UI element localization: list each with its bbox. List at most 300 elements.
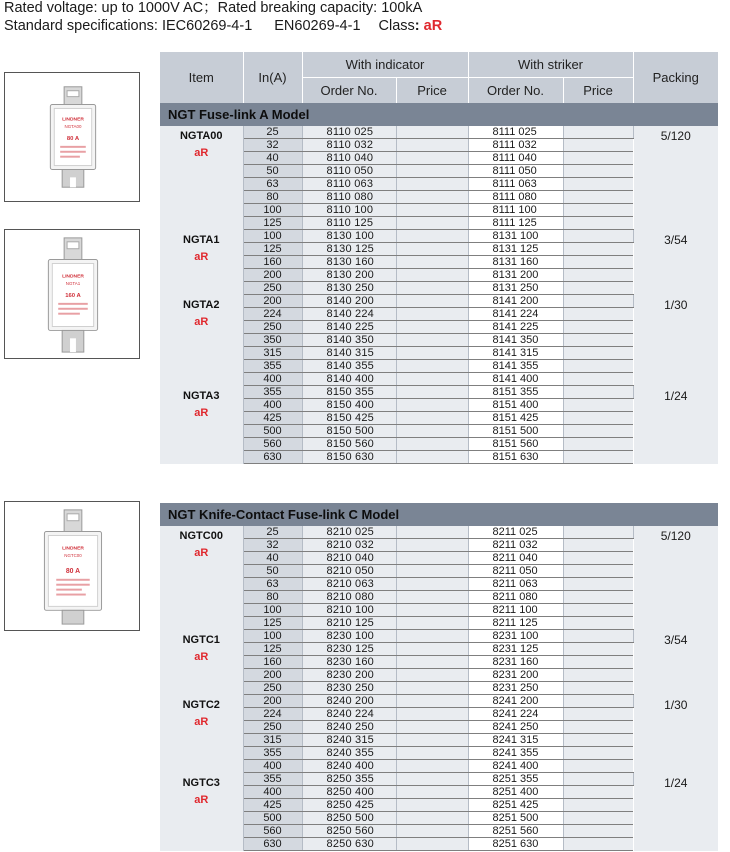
- class-value: aR: [423, 18, 443, 34]
- striker-price: [563, 334, 633, 347]
- striker-order-no: 8151 500: [468, 425, 563, 438]
- striker-order-no: 8131 250: [468, 282, 563, 295]
- rated-current: 355: [243, 747, 302, 760]
- striker-order-no: 8141 315: [468, 347, 563, 360]
- indicator-price: [396, 152, 468, 165]
- striker-price: [563, 230, 633, 243]
- model-class: aR: [194, 793, 209, 806]
- rated-current: 32: [243, 139, 302, 152]
- packing-cell: [633, 230, 718, 295]
- striker-price: [563, 578, 633, 591]
- striker-order-no: 8131 200: [468, 269, 563, 282]
- model-name: NGTA3: [183, 389, 220, 402]
- model-name: NGTA2: [183, 298, 220, 311]
- indicator-order-no: 8240 315: [302, 734, 396, 747]
- striker-price: [563, 695, 633, 708]
- striker-order-no: 8141 200: [468, 295, 563, 308]
- striker-price: [563, 295, 633, 308]
- indicator-order-no: 8210 025: [302, 526, 396, 539]
- indicator-order-no: 8110 080: [302, 191, 396, 204]
- striker-price: [563, 760, 633, 773]
- rating-text: 80 A: [66, 135, 80, 142]
- model-class: aR: [194, 147, 209, 159]
- fuse-link-a-table: [160, 52, 718, 464]
- indicator-price: [396, 578, 468, 591]
- rated-current: 25: [243, 526, 302, 539]
- striker-price: [563, 191, 633, 204]
- fuse-link-image: [5, 230, 139, 358]
- indicator-price: [396, 838, 468, 851]
- indicator-price: [396, 526, 468, 539]
- indicator-price: [396, 399, 468, 412]
- fuse-link-c-table: [160, 503, 718, 851]
- indicator-order-no: 8230 250: [302, 682, 396, 695]
- striker-order-no: 8211 040: [468, 552, 563, 565]
- price-header: Price: [396, 78, 468, 104]
- indicator-price: [396, 269, 468, 282]
- indicator-order-no: 8110 032: [302, 139, 396, 152]
- packing-value: 5/120: [660, 529, 691, 543]
- striker-order-no: 8111 032: [468, 139, 563, 152]
- indicator-price: [396, 191, 468, 204]
- indicator-price: [396, 321, 468, 334]
- standard-en: EN60269-4-1: [274, 18, 361, 34]
- photo-ngta00: [4, 72, 140, 202]
- rated-current: 200: [243, 269, 302, 282]
- rated-current: 250: [243, 721, 302, 734]
- striker-price: [563, 451, 633, 464]
- packing-value: 5/120: [660, 129, 691, 143]
- table-row: [160, 230, 718, 243]
- striker-order-no: 8241 250: [468, 721, 563, 734]
- striker-order-no: 8151 630: [468, 451, 563, 464]
- striker-price: [563, 386, 633, 399]
- indicator-price: [396, 256, 468, 269]
- striker-price: [563, 747, 633, 760]
- indicator-price: [396, 539, 468, 552]
- indicator-order-no: 8150 355: [302, 386, 396, 399]
- striker-order-no: 8211 032: [468, 539, 563, 552]
- striker-order-no: 8251 425: [468, 799, 563, 812]
- rated-current: 40: [243, 152, 302, 165]
- label-text: NGTA1: [65, 281, 81, 287]
- indicator-order-no: 8230 200: [302, 669, 396, 682]
- indicator-price: [396, 643, 468, 656]
- striker-order-no: 8111 040: [468, 152, 563, 165]
- section-title: NGT Fuse-link A Model: [160, 103, 718, 126]
- striker-price: [563, 552, 633, 565]
- indicator-order-no: 8150 400: [302, 399, 396, 412]
- striker-price: [563, 786, 633, 799]
- model-name: NGTC2: [182, 698, 220, 711]
- rated-current: 315: [243, 734, 302, 747]
- model-cell: [160, 526, 243, 630]
- striker-order-no: 8211 125: [468, 617, 563, 630]
- item-header: Item: [160, 52, 243, 103]
- rated-current: 350: [243, 334, 302, 347]
- striker-order-no: 8111 100: [468, 204, 563, 217]
- photo-ngta1: [4, 229, 140, 359]
- striker-order-no: 8151 560: [468, 438, 563, 451]
- model-class: aR: [194, 650, 209, 663]
- striker-order-no: 8231 100: [468, 630, 563, 643]
- rated-current: 224: [243, 708, 302, 721]
- model-class: aR: [194, 547, 209, 559]
- striker-order-no: 8141 400: [468, 373, 563, 386]
- indicator-price: [396, 604, 468, 617]
- indicator-price: [396, 243, 468, 256]
- striker-price: [563, 243, 633, 256]
- rated-spec-line: [4, 0, 422, 17]
- striker-order-no: 8231 160: [468, 656, 563, 669]
- striker-price: [563, 347, 633, 360]
- indicator-price: [396, 282, 468, 295]
- table-row: [160, 386, 718, 399]
- packing-value: 3/54: [664, 232, 688, 247]
- rated-current: 355: [243, 360, 302, 373]
- rating-text: 160 A: [65, 292, 81, 299]
- indicator-price: [396, 656, 468, 669]
- striker-order-no: 8131 125: [468, 243, 563, 256]
- model-name: NGTA1: [183, 233, 220, 246]
- striker-order-no: 8111 080: [468, 191, 563, 204]
- rated-current: 100: [243, 204, 302, 217]
- rated-current: 80: [243, 191, 302, 204]
- striker-order-no: 8141 225: [468, 321, 563, 334]
- indicator-price: [396, 669, 468, 682]
- indicator-order-no: 8230 160: [302, 656, 396, 669]
- rated-current: 500: [243, 425, 302, 438]
- rated-current: 125: [243, 243, 302, 256]
- indicator-order-no: 8250 400: [302, 786, 396, 799]
- table-row: [160, 295, 718, 308]
- striker-price: [563, 643, 633, 656]
- rated-current: 500: [243, 812, 302, 825]
- with-striker-header: With striker: [468, 52, 633, 78]
- model-cell: [160, 630, 243, 695]
- rated-current: 224: [243, 308, 302, 321]
- packing-cell: [633, 295, 718, 386]
- striker-order-no: 8111 050: [468, 165, 563, 178]
- striker-price: [563, 399, 633, 412]
- indicator-order-no: 8150 425: [302, 412, 396, 425]
- rated-current: 250: [243, 682, 302, 695]
- striker-price: [563, 269, 633, 282]
- rated-current: 25: [243, 126, 302, 139]
- striker-price: [563, 682, 633, 695]
- indicator-price: [396, 630, 468, 643]
- label-text: NGTC00: [64, 553, 82, 559]
- packing-header: Packing: [633, 52, 718, 103]
- model-name: NGTC00: [179, 530, 223, 542]
- striker-order-no: 8241 224: [468, 708, 563, 721]
- striker-order-no: 8111 025: [468, 126, 563, 139]
- indicator-order-no: 8240 355: [302, 747, 396, 760]
- indicator-order-no: 8130 125: [302, 243, 396, 256]
- indicator-order-no: 8250 355: [302, 773, 396, 786]
- indicator-price: [396, 438, 468, 451]
- indicator-price: [396, 565, 468, 578]
- striker-order-no: 8211 050: [468, 565, 563, 578]
- rated-current: 63: [243, 578, 302, 591]
- indicator-price: [396, 682, 468, 695]
- brand-text: LINDNER: [62, 117, 84, 123]
- order-no-header: Order No.: [468, 78, 563, 104]
- rated-current: 630: [243, 451, 302, 464]
- order-no-header: Order No.: [302, 78, 396, 104]
- with-indicator-header: With indicator: [302, 52, 468, 78]
- striker-order-no: 8251 630: [468, 838, 563, 851]
- indicator-order-no: 8230 100: [302, 630, 396, 643]
- packing-cell: [633, 695, 718, 773]
- indicator-price: [396, 165, 468, 178]
- striker-order-no: 8141 355: [468, 360, 563, 373]
- packing-cell: [633, 526, 718, 630]
- indicator-order-no: 8110 100: [302, 204, 396, 217]
- class-label: Class: [378, 18, 415, 34]
- fuse-link-image: [5, 73, 139, 201]
- indicator-order-no: 8140 200: [302, 295, 396, 308]
- striker-price: [563, 282, 633, 295]
- indicator-order-no: 8210 125: [302, 617, 396, 630]
- packing-value: 1/24: [664, 388, 688, 403]
- packing-value: 1/24: [664, 775, 688, 790]
- packing-value: 1/30: [664, 697, 688, 712]
- in-header: In(A): [243, 52, 302, 103]
- striker-price: [563, 604, 633, 617]
- indicator-order-no: 8140 400: [302, 373, 396, 386]
- rated-current: 100: [243, 630, 302, 643]
- striker-order-no: 8251 355: [468, 773, 563, 786]
- striker-order-no: 8241 200: [468, 695, 563, 708]
- indicator-price: [396, 204, 468, 217]
- indicator-price: [396, 773, 468, 786]
- section-title-row: [160, 503, 718, 526]
- rated-current: 50: [243, 165, 302, 178]
- photo-ngtc00: [4, 501, 140, 631]
- rated-current: 355: [243, 386, 302, 399]
- striker-price: [563, 178, 633, 191]
- striker-price: [563, 425, 633, 438]
- indicator-price: [396, 386, 468, 399]
- rated-current: 200: [243, 695, 302, 708]
- table-row: [160, 526, 718, 539]
- striker-price: [563, 799, 633, 812]
- indicator-order-no: 8130 250: [302, 282, 396, 295]
- rated-current: 200: [243, 669, 302, 682]
- table-row: [160, 126, 718, 139]
- striker-order-no: 8151 425: [468, 412, 563, 425]
- striker-order-no: 8111 125: [468, 217, 563, 230]
- striker-price: [563, 630, 633, 643]
- striker-price: [563, 734, 633, 747]
- indicator-order-no: 8210 040: [302, 552, 396, 565]
- indicator-order-no: 8150 560: [302, 438, 396, 451]
- model-class: aR: [194, 315, 209, 328]
- indicator-order-no: 8240 400: [302, 760, 396, 773]
- rated-current: 80: [243, 591, 302, 604]
- model-name: NGTA00: [179, 130, 223, 142]
- indicator-price: [396, 425, 468, 438]
- table-row: [160, 695, 718, 708]
- striker-order-no: 8211 025: [468, 526, 563, 539]
- rated-current: 160: [243, 656, 302, 669]
- striker-price: [563, 308, 633, 321]
- striker-price: [563, 321, 633, 334]
- indicator-order-no: 8240 200: [302, 695, 396, 708]
- striker-price: [563, 373, 633, 386]
- striker-price: [563, 539, 633, 552]
- model-name: NGTC1: [182, 633, 220, 646]
- indicator-price: [396, 617, 468, 630]
- striker-price: [563, 721, 633, 734]
- model-class: aR: [194, 715, 209, 728]
- indicator-order-no: 8110 025: [302, 126, 396, 139]
- rating-text: 80 A: [65, 567, 81, 575]
- model-cell: [160, 126, 243, 230]
- rated-current: 355: [243, 773, 302, 786]
- striker-order-no: 8111 063: [468, 178, 563, 191]
- model-cell: [160, 230, 243, 295]
- brand-text: LINDNER: [62, 546, 84, 552]
- striker-order-no: 8241 315: [468, 734, 563, 747]
- table-row: [160, 630, 718, 643]
- model-cell: [160, 773, 243, 851]
- indicator-order-no: 8210 080: [302, 591, 396, 604]
- packing-cell: [633, 773, 718, 851]
- indicator-order-no: 8250 500: [302, 812, 396, 825]
- indicator-order-no: 8110 040: [302, 152, 396, 165]
- indicator-order-no: 8210 063: [302, 578, 396, 591]
- brand-text: LINDNER: [62, 274, 84, 280]
- striker-order-no: 8141 350: [468, 334, 563, 347]
- striker-price: [563, 825, 633, 838]
- rated-current: 400: [243, 786, 302, 799]
- striker-price: [563, 812, 633, 825]
- indicator-order-no: 8140 350: [302, 334, 396, 347]
- striker-order-no: 8241 400: [468, 760, 563, 773]
- indicator-order-no: 8140 224: [302, 308, 396, 321]
- indicator-price: [396, 695, 468, 708]
- indicator-price: [396, 217, 468, 230]
- rated-current: 32: [243, 539, 302, 552]
- packing-cell: [633, 630, 718, 695]
- rated-current: 250: [243, 282, 302, 295]
- rated-current: 100: [243, 604, 302, 617]
- indicator-order-no: 8240 250: [302, 721, 396, 734]
- rated-current: 125: [243, 217, 302, 230]
- rated-current: 400: [243, 373, 302, 386]
- indicator-order-no: 8250 630: [302, 838, 396, 851]
- indicator-price: [396, 126, 468, 139]
- striker-order-no: 8211 100: [468, 604, 563, 617]
- price-header: Price: [563, 78, 633, 104]
- indicator-order-no: 8140 225: [302, 321, 396, 334]
- striker-order-no: 8231 125: [468, 643, 563, 656]
- rated-spec-text: Rated voltage: up to 1000V AC；Rated breaking capacity: 100kA: [4, 0, 423, 16]
- indicator-price: [396, 139, 468, 152]
- indicator-price: [396, 334, 468, 347]
- packing-value: 3/54: [664, 632, 688, 647]
- indicator-price: [396, 734, 468, 747]
- striker-price: [563, 438, 633, 451]
- striker-order-no: 8211 080: [468, 591, 563, 604]
- striker-price: [563, 565, 633, 578]
- rated-current: 315: [243, 347, 302, 360]
- rated-current: 200: [243, 295, 302, 308]
- indicator-order-no: 8130 160: [302, 256, 396, 269]
- rated-current: 560: [243, 438, 302, 451]
- indicator-order-no: 8150 630: [302, 451, 396, 464]
- packing-cell: [633, 126, 718, 230]
- striker-order-no: 8251 560: [468, 825, 563, 838]
- striker-price: [563, 526, 633, 539]
- striker-price: [563, 838, 633, 851]
- indicator-price: [396, 721, 468, 734]
- striker-price: [563, 126, 633, 139]
- indicator-price: [396, 786, 468, 799]
- packing-value: 1/30: [664, 297, 688, 312]
- rated-current: 250: [243, 321, 302, 334]
- indicator-price: [396, 308, 468, 321]
- fuse-link-a-body: [160, 103, 718, 464]
- rated-current: 40: [243, 552, 302, 565]
- section-title: NGT Knife-Contact Fuse-link C Model: [160, 503, 718, 526]
- section-title-row: [160, 103, 718, 126]
- striker-order-no: 8231 250: [468, 682, 563, 695]
- rated-current: 400: [243, 399, 302, 412]
- striker-price: [563, 217, 633, 230]
- striker-price: [563, 656, 633, 669]
- indicator-order-no: 8230 125: [302, 643, 396, 656]
- model-cell: [160, 695, 243, 773]
- indicator-price: [396, 178, 468, 191]
- indicator-price: [396, 295, 468, 308]
- indicator-order-no: 8240 224: [302, 708, 396, 721]
- rated-current: 50: [243, 565, 302, 578]
- indicator-order-no: 8210 032: [302, 539, 396, 552]
- striker-order-no: 8251 500: [468, 812, 563, 825]
- indicator-price: [396, 708, 468, 721]
- striker-order-no: 8151 355: [468, 386, 563, 399]
- table-row: [160, 773, 718, 786]
- rated-current: 560: [243, 825, 302, 838]
- indicator-order-no: 8250 425: [302, 799, 396, 812]
- striker-price: [563, 773, 633, 786]
- striker-price: [563, 139, 633, 152]
- model-name: NGTC3: [182, 776, 220, 789]
- striker-price: [563, 256, 633, 269]
- indicator-order-no: 8140 315: [302, 347, 396, 360]
- indicator-order-no: 8210 050: [302, 565, 396, 578]
- indicator-price: [396, 347, 468, 360]
- rated-current: 125: [243, 617, 302, 630]
- model-class: aR: [194, 250, 209, 263]
- striker-order-no: 8141 224: [468, 308, 563, 321]
- standard-spec-line: [4, 18, 442, 35]
- fuse-link-image: [5, 502, 139, 630]
- rated-current: 160: [243, 256, 302, 269]
- indicator-price: [396, 747, 468, 760]
- rated-current: 125: [243, 643, 302, 656]
- striker-order-no: 8131 160: [468, 256, 563, 269]
- striker-price: [563, 669, 633, 682]
- indicator-price: [396, 451, 468, 464]
- indicator-order-no: 8250 560: [302, 825, 396, 838]
- indicator-order-no: 8130 100: [302, 230, 396, 243]
- indicator-price: [396, 230, 468, 243]
- indicator-order-no: 8150 500: [302, 425, 396, 438]
